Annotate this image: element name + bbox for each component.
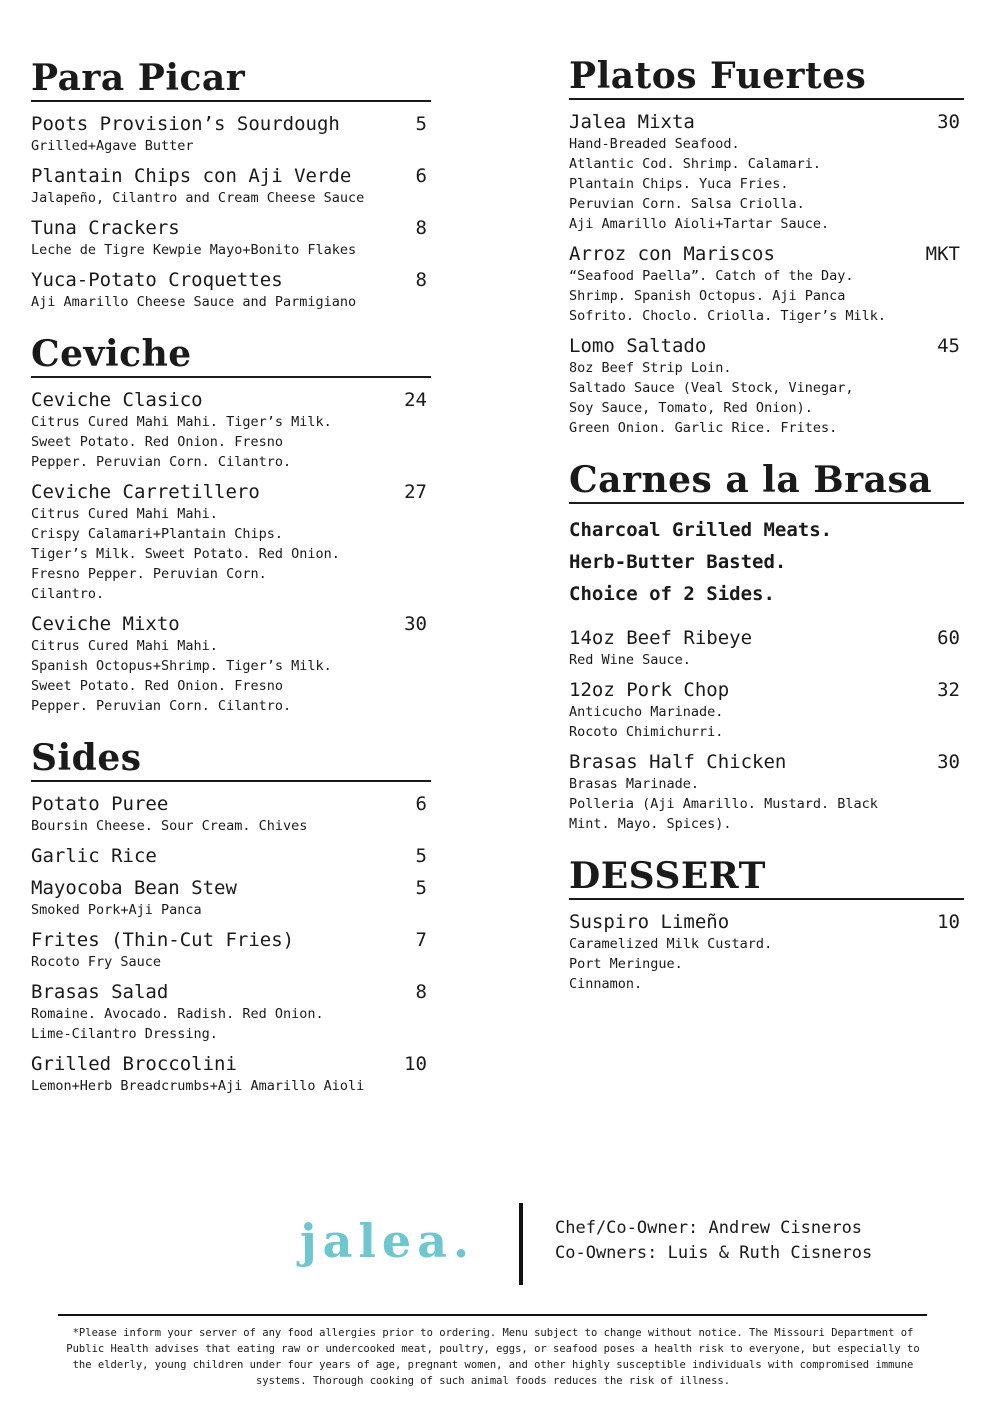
item-name: Garlic Rice [31, 845, 157, 867]
menu-item-brasas-half-chicken [569, 750, 964, 834]
item-price: 8 [415, 981, 427, 1003]
item-price: 32 [937, 679, 960, 701]
item-name: Poots Provision’s Sourdough [31, 113, 340, 135]
item-price: 7 [415, 929, 427, 951]
item-price: 6 [415, 793, 427, 815]
item-description: Citrus Cured Mahi Mahi. Tiger’s Milk. Sweet Potato. Red Onion. Fresno Pepper. Peruvian Corn. Cilantro. [31, 414, 332, 470]
item-name: 12oz Pork Chop [569, 679, 730, 701]
section-platos-fuertes [569, 56, 964, 438]
section-rule [569, 502, 964, 504]
item-name: Jalea Mixta [569, 111, 695, 133]
item-price: 30 [404, 613, 427, 635]
menu-item-grilled-broccolini [31, 1052, 431, 1096]
section-title-ceviche: Ceviche [31, 333, 192, 375]
item-description: Rocoto Fry Sauce [31, 954, 162, 970]
item-price: 8 [415, 217, 427, 239]
item-price: 10 [404, 1053, 427, 1075]
item-description: Citrus Cured Mahi Mahi. Spanish Octopus+Shrimp. Tiger’s Milk. Sweet Potato. Red Onion. Fresno Pepper. Peruvian Corn. Cilantro. [31, 638, 332, 714]
menu-item-garlic-rice [31, 844, 431, 868]
section-title-platos-fuertes: Platos Fuertes [569, 55, 867, 97]
item-price: 24 [404, 389, 427, 411]
section-title-carnes-a-la-brasa: Carnes a la Brasa [569, 459, 933, 501]
menu-item-frites-thin-cut-fries [31, 928, 431, 972]
menu-item-lomo-saltado [569, 334, 964, 438]
section-rule [31, 376, 431, 378]
item-price: 10 [937, 911, 960, 933]
item-description: Anticucho Marinade. Rocoto Chimichurri. [569, 704, 724, 740]
item-price: 45 [937, 335, 960, 357]
item-name: Arroz con Mariscos [569, 243, 775, 265]
menu-item-12oz-pork-chop [569, 678, 964, 742]
menu-item-14oz-beef-ribeye [569, 626, 964, 670]
item-description: Brasas Marinade. Polleria (Aji Amarillo. Mustard. Black Mint. Mayo. Spices). [569, 776, 878, 832]
item-description: Hand-Breaded Seafood. Atlantic Cod. Shrimp. Calamari. Plantain Chips. Yuca Fries. Peruvian Corn. Salsa Criolla. Aji Amarillo Aioli+Tartar Sauce. [569, 136, 830, 232]
section-title-sides: Sides [31, 737, 142, 779]
item-description: Citrus Cured Mahi Mahi. Crispy Calamari+Plantain Chips. Tiger’s Milk. Sweet Potato. Red Onion. Fresno Pepper. Peruvian Corn. Cilantro. [31, 506, 340, 602]
menu-item-poots-provision-s-sourdough [31, 112, 431, 156]
section-dessert [569, 856, 964, 994]
menu-item-ceviche-clasico [31, 388, 431, 472]
item-name: Ceviche Mixto [31, 613, 180, 635]
item-price: 5 [415, 845, 427, 867]
owners-block [555, 1216, 915, 1266]
menu-item-tuna-crackers [31, 216, 431, 260]
item-name: Grilled Broccolini [31, 1053, 237, 1075]
intro-line: Herb-Butter Basted. [569, 551, 787, 573]
menu-item-ceviche-mixto [31, 612, 431, 716]
intro-line: Charcoal Grilled Meats. [569, 519, 833, 541]
item-description: Smoked Pork+Aji Panca [31, 902, 202, 918]
item-price: 30 [937, 751, 960, 773]
item-description: 8oz Beef Strip Loin. Saltado Sauce (Veal Stock, Vinegar, Soy Sauce, Tomato, Red Onion). Green Onion. Garlic Rice. Frites. [569, 360, 854, 436]
item-name: Yuca-Potato Croquettes [31, 269, 283, 291]
section-rule [569, 98, 964, 100]
menu-item-suspiro-lime-o [569, 910, 964, 994]
item-name: Brasas Salad [31, 981, 169, 1003]
section-rule [31, 100, 431, 102]
section-rule [31, 780, 431, 782]
item-description: Lemon+Herb Breadcrumbs+Aji Amarillo Aioli [31, 1078, 365, 1094]
intro-line: Choice of 2 Sides. [569, 583, 775, 605]
item-name: Potato Puree [31, 793, 169, 815]
menu-item-potato-puree [31, 792, 431, 836]
item-name: Ceviche Clasico [31, 389, 203, 411]
item-name: 14oz Beef Ribeye [569, 627, 753, 649]
section-carnes-a-la-brasa [569, 460, 964, 834]
item-description: “Seafood Paella”. Catch of the Day. Shrimp. Spanish Octopus. Aji Panca Sofrito. Choclo. Criolla. Tiger’s Milk. [569, 268, 886, 324]
item-price: 27 [404, 481, 427, 503]
item-price: 30 [937, 111, 960, 133]
footer-divider [519, 1203, 523, 1285]
left-column [31, 58, 431, 1118]
right-column [569, 56, 964, 1016]
co-owners-line: Co-Owners: Luis & Ruth Cisneros [555, 1243, 873, 1263]
item-name: Plantain Chips con Aji Verde [31, 165, 352, 187]
item-name: Ceviche Carretillero [31, 481, 260, 503]
item-price: MKT [925, 243, 960, 265]
section-para-picar [31, 58, 431, 312]
item-name: Mayocoba Bean Stew [31, 877, 237, 899]
section-rule [569, 898, 964, 900]
section-title-dessert: DESSERT [569, 855, 766, 897]
item-name: Brasas Half Chicken [569, 751, 787, 773]
section-sides [31, 738, 431, 1096]
item-price: 6 [415, 165, 427, 187]
menu-item-mayocoba-bean-stew [31, 876, 431, 920]
item-name: Lomo Saltado [569, 335, 707, 357]
menu-item-brasas-salad [31, 980, 431, 1044]
section-title-para-picar: Para Picar [31, 57, 246, 99]
item-price: 5 [415, 113, 427, 135]
menu-item-jalea-mixta [569, 110, 964, 234]
item-description: Leche de Tigre Kewpie Mayo+Bonito Flakes [31, 242, 357, 258]
item-description: Boursin Cheese. Sour Cream. Chives [31, 818, 308, 834]
item-price: 60 [937, 627, 960, 649]
item-description: Romaine. Avocado. Radish. Red Onion. Lime-Cilantro Dressing. [31, 1006, 324, 1042]
menu-item-arroz-con-mariscos [569, 242, 964, 326]
section-intro [569, 514, 964, 610]
item-description: Jalapeño, Cilantro and Cream Cheese Sauce [31, 190, 365, 206]
item-name: Tuna Crackers [31, 217, 180, 239]
allergy-disclaimer: *Please inform your server of any food allergies prior to ordering. Menu subject to change without notice. The Missouri Department of Public Health advises that eating raw or undercooked meat, poultry, eggs, or seafood poses a health risk to everyone, but especially to the elderly, young children under four years of age, pregnant women, and other highly susceptible individuals with compromised immune systems. Thorough cooking of such animal foods reduces the risk of illness. [66, 1327, 920, 1387]
menu-item-yuca-potato-croquettes [31, 268, 431, 312]
section-ceviche [31, 334, 431, 716]
item-name: Suspiro Limeño [569, 911, 730, 933]
item-description: Caramelized Milk Custard. Port Meringue. Cinnamon. [569, 936, 773, 992]
menu-item-plantain-chips-con-aji-verde [31, 164, 431, 208]
menu-item-ceviche-carretillero [31, 480, 431, 604]
item-description: Aji Amarillo Cheese Sauce and Parmigiano [31, 294, 357, 310]
item-price: 8 [415, 269, 427, 291]
bottom-rule [58, 1314, 927, 1316]
item-name: Frites (Thin-Cut Fries) [31, 929, 295, 951]
item-description: Red Wine Sauce. [569, 652, 691, 668]
chef-owner-line: Chef/Co-Owner: Andrew Cisneros [555, 1218, 863, 1238]
jalea-logo: jalea. [300, 1214, 476, 1268]
item-price: 5 [415, 877, 427, 899]
item-description: Grilled+Agave Butter [31, 138, 194, 154]
